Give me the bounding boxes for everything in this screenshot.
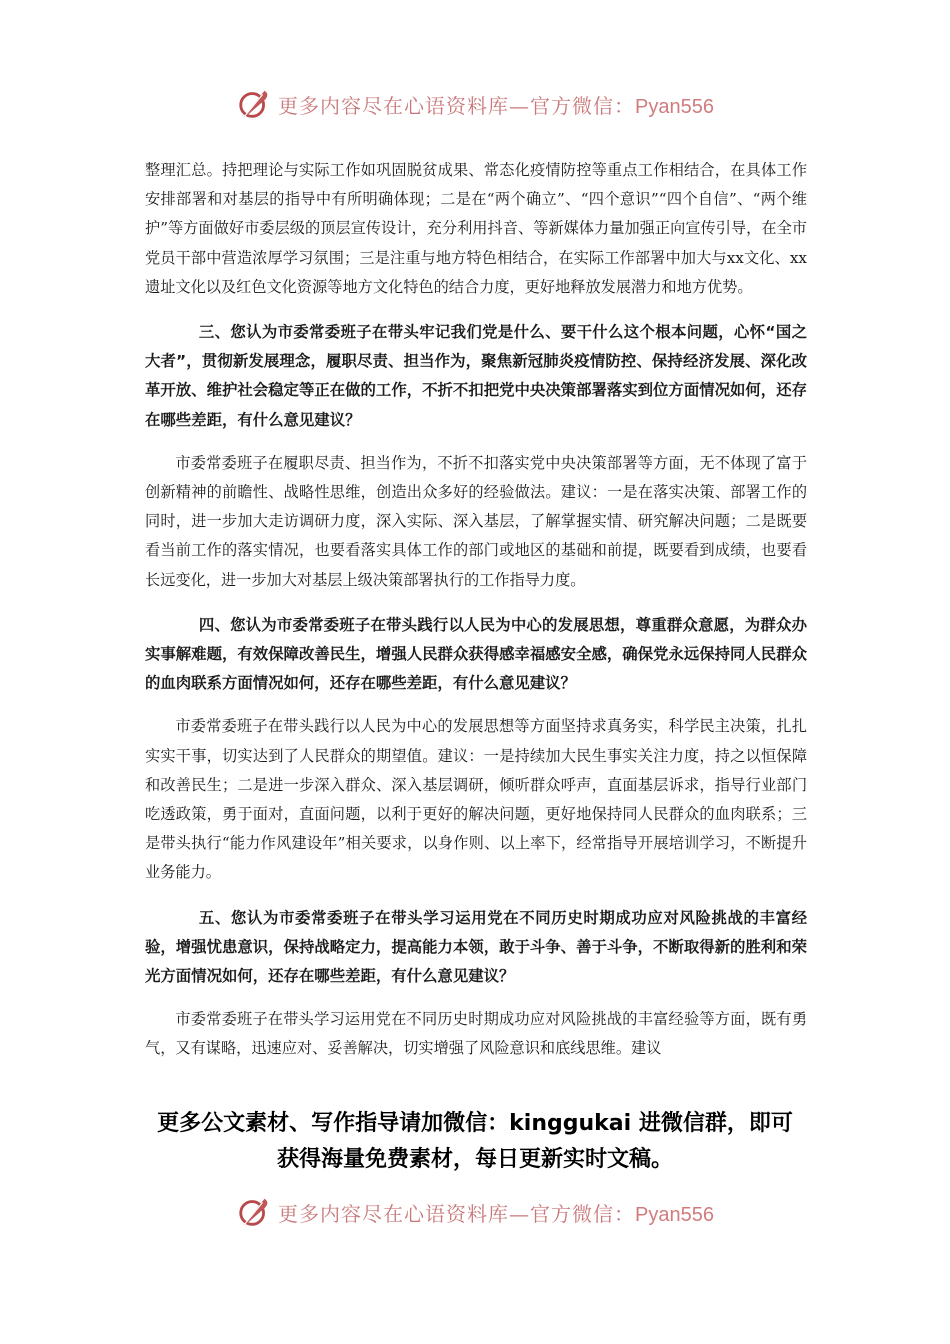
answer-paragraph: 市委常委班子在履职尽责、担当作为，不折不扣落实党中央决策部署等方面，无不体现了富于创新精神的前瞻性、战略性思维，创造出众多好的经验做法。建议：一是在落实决策、部署工作的同时，进一步加大走访调研力度，深入实际、深入基层，了解掌握实情、研究解决问题；二是既要看当前工作的落实情况，也要看落实具体工作的部门或地区的基础和前提，既要看到成绩，也要看长远变化，进一步加大对基层上级决策部署执行的工作指导力度。: [145, 453, 807, 589]
footer-banner: [0, 1192, 950, 1232]
question-heading: 四、您认为市委常委班子在带头践行以人民为中心的发展思想，尊重群众意愿，为群众办实事解难题，有效保障改善民生，增强人民群众获得感幸福感安全感，确保党永远保持同人民群众的血肉联系方面情况如何，还存在哪些差距，有什么意见建议？: [145, 615, 807, 693]
banner-text: 更多内容尽在心语资料库—官方微信：Pyan556: [278, 93, 714, 118]
answer-paragraph: 市委常委班子在带头践行以人民为中心的发展思想等方面坚持求真务实，科学民主决策，扎扎实实干事，切实达到了人民群众的期望值。建议：一是持续加大民生事实关注力度，持之以恒保障和改善民生；二是进一步深入群众、深入基层调研，倾听群众呼声，直面基层诉求，指导行业部门吃透政策，勇于面对，直面问题，以利于更好的解决问题，更好地保持同人民群众的血肉联系；三是带头执行“能力作风建设年”相关要求，以身作则、以上率下，经常指导开展培训学习，不断提升业务能力。: [145, 717, 807, 882]
promo-line-1: 更多公文素材、写作指导请加微信：kinggukai 进微信群，即可: [157, 1111, 793, 1136]
answer-paragraph: 整理汇总。持把理论与实际工作如巩固脱贫成果、常态化疫情防控等重点工作相结合，在具体工作安排部署和对基层的指导中有所明确体现；二是在“两个确立”、“四个意识”“四个自信”、“两个维护”等方面做好市委层级的顶层宣传设计，充分利用抖音、等新媒体力量加强正向宣传引导，在全市党员干部中营造浓厚学习氛围；三是注重与地方特色相结合，在实际工作部署中加大与xx文化、xx遗址文化以及红色文化资源等地方文化特色的结合力度，更好地释放发展潜力和地方优势。: [145, 161, 807, 296]
header-banner: [0, 84, 950, 124]
promo-line-2: 获得海量免费素材，每日更新实时文稿。: [276, 1147, 673, 1172]
feather-pen-logo-icon: [236, 85, 274, 123]
feather-pen-logo-icon: [236, 1193, 274, 1231]
banner-text: 更多内容尽在心语资料库—官方微信：Pyan556: [278, 1201, 714, 1226]
promo-notice: [0, 1106, 950, 1178]
question-heading: 五、您认为市委常委班子在带头学习运用党在不同历史时期成功应对风险挑战的丰富经验，增强忧患意识，保持战略定力，提高能力本领，敢于斗争、善于斗争，不断取得新的胜利和荣光方面情况如何，还存在哪些差距，有什么意见建议？: [145, 908, 807, 986]
question-heading: 三、您认为市委常委班子在带头牢记我们党是什么、要干什么这个根本问题，心怀“国之大者”，贯彻新发展理念，履职尽责、担当作为，聚焦新冠肺炎疫情防控、保持经济发展、深化改革开放、维护社会稳定等正在做的工作，不折不扣把党中央决策部署落实到位方面情况如何，还存在哪些差距，有什么意见建议？: [145, 323, 807, 429]
answer-paragraph: 市委常委班子在带头学习运用党在不同历史时期成功应对风险挑战的丰富经验等方面，既有勇气，又有谋略，迅速应对、妥善解决，切实增强了风险意识和底线思维。建议: [145, 1010, 807, 1058]
document-body: [145, 156, 807, 1064]
